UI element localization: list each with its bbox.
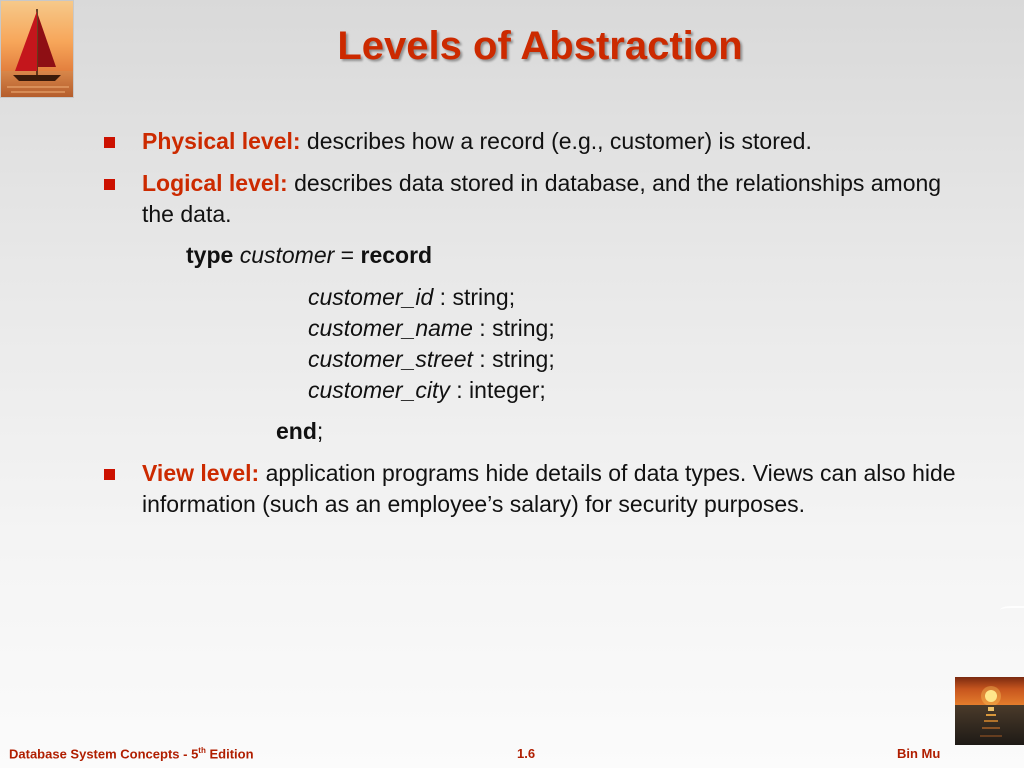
code-field-line: [308, 313, 555, 344]
code-field-type: : string;: [472, 346, 555, 372]
square-bullet-icon: [104, 469, 115, 480]
footer-book-sup: th: [198, 746, 206, 755]
code-field-name: customer_id: [308, 284, 434, 310]
bullet-physical-level: [104, 126, 964, 157]
bullet-view-level: [104, 458, 964, 520]
square-bullet-icon: [104, 137, 115, 148]
code-end-punct: ;: [316, 418, 324, 444]
code-keyword-end: end: [276, 418, 317, 444]
code-equals: =: [334, 242, 361, 268]
code-field-name: customer_city: [308, 377, 450, 403]
sunset-image: [955, 677, 1024, 745]
code-field-type: : integer;: [449, 377, 546, 403]
bullet-description: application programs hide details of data types. Views can also hide information (such as an employee’s salary) for security purposes.: [142, 460, 956, 517]
bullet-description: describes data stored in database, and the relationships among the data.: [142, 170, 942, 227]
bullet-logical-level: [104, 168, 964, 230]
code-type-name: customer: [239, 242, 335, 268]
bullet-term: View level:: [142, 460, 260, 486]
code-field-name: customer_name: [308, 315, 473, 341]
code-keyword-type: type: [186, 242, 234, 268]
code-field-line: [308, 344, 555, 375]
footer-book-prefix: Database System Concepts - 5: [9, 746, 199, 762]
code-field-name: customer_street: [308, 346, 473, 372]
code-field-type: : string;: [472, 315, 555, 341]
bullet-description: describes how a record (e.g., customer) is stored.: [300, 128, 812, 154]
code-field-line: [308, 282, 515, 313]
code-end-line: [276, 416, 323, 447]
footer-book-title: [9, 746, 254, 761]
code-field-line: [308, 375, 546, 406]
code-type-line: [186, 240, 432, 271]
footer-book-suffix: Edition: [205, 746, 254, 762]
footer-slide-number: 1.6: [517, 746, 536, 761]
square-bullet-icon: [104, 179, 115, 190]
code-keyword-record: record: [360, 242, 433, 268]
bullet-term: Physical level:: [142, 128, 301, 154]
decorative-curve: [1000, 606, 1024, 614]
code-field-type: : string;: [433, 284, 516, 310]
slide-title: Levels of Abstraction: [337, 24, 743, 68]
footer-author: Bin Mu: [897, 746, 941, 761]
bullet-term: Logical level:: [142, 170, 288, 196]
